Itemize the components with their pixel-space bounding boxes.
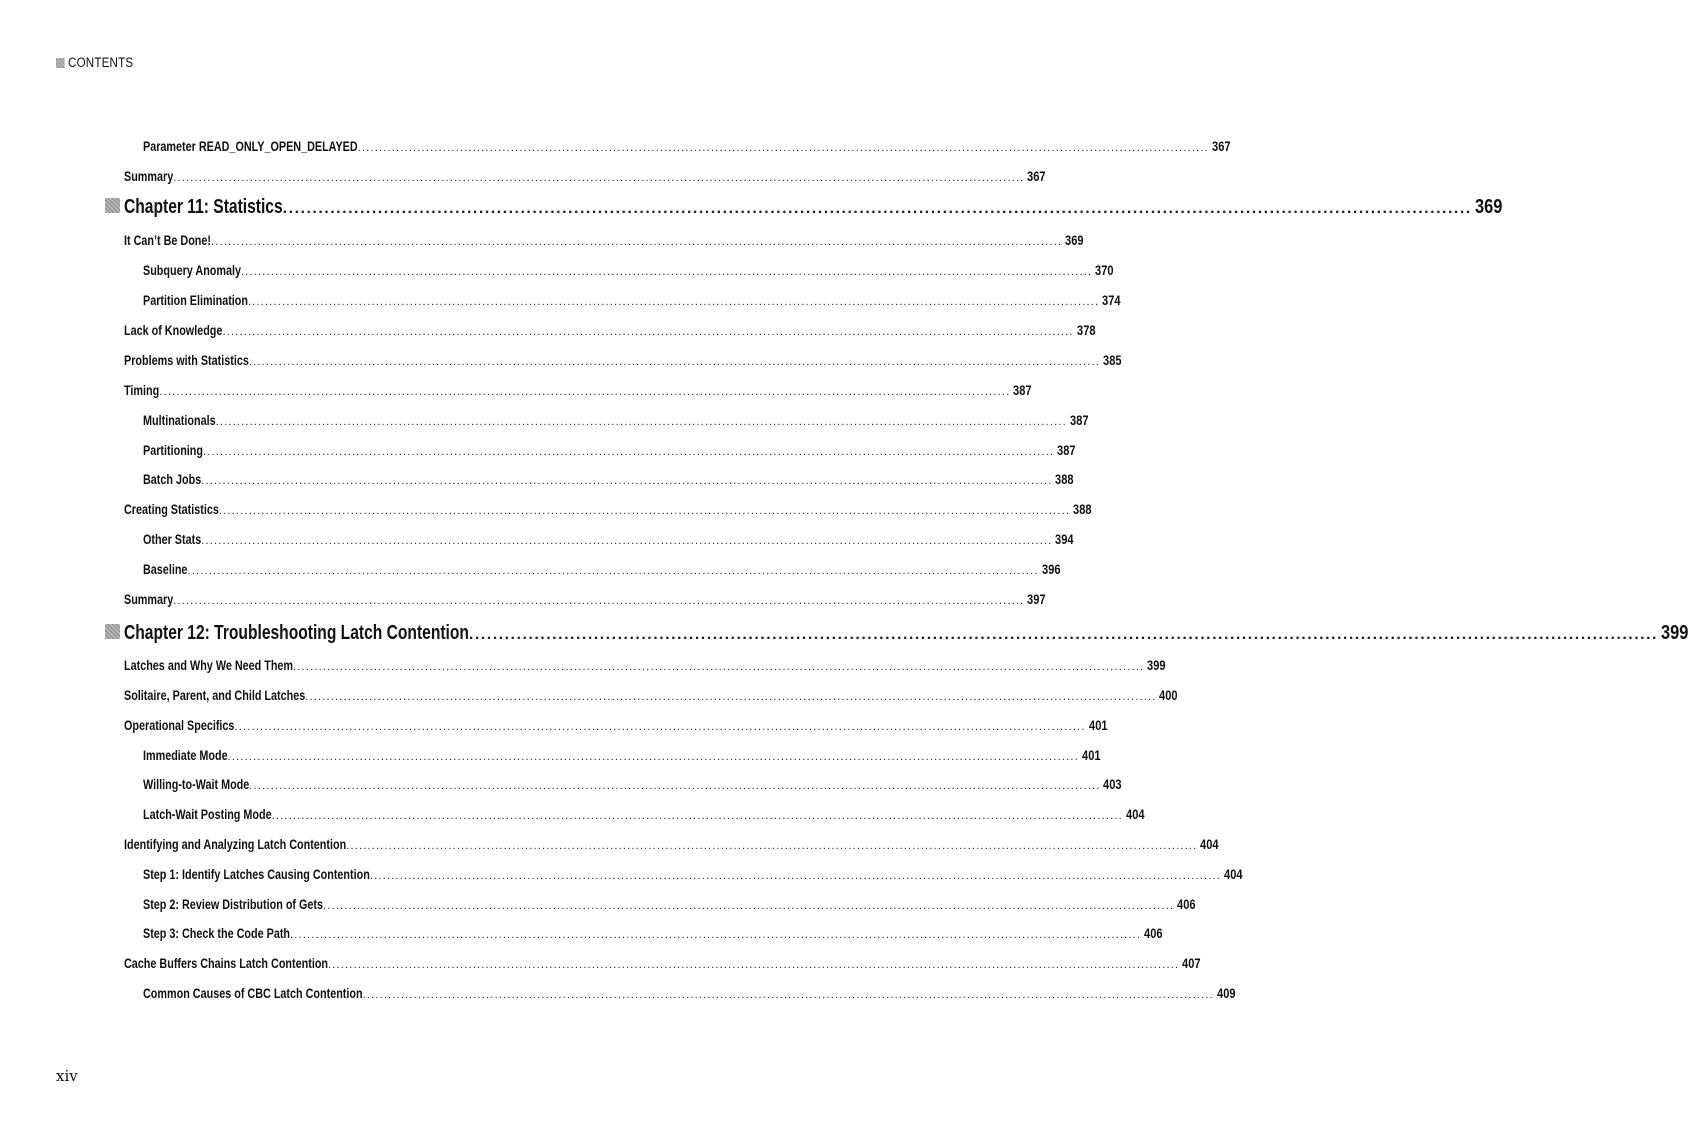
toc-entry-title-wrap	[124, 717, 234, 735]
toc-entry-page: 370	[1095, 263, 1114, 278]
toc-entry-title-wrap	[143, 925, 290, 943]
toc-leader-dots: ........................................................................................................................................................................................................	[305, 691, 1157, 703]
toc-leader-dots: ........................................................................................................................................................................................................	[282, 200, 1472, 217]
toc-entry-title-wrap	[124, 955, 328, 973]
toc-entry-title-wrap	[143, 776, 249, 794]
toc-entry-page: 367	[1027, 169, 1046, 184]
page-number: xiv	[56, 1067, 78, 1085]
toc-entry-page: 406	[1144, 926, 1163, 941]
toc-entry[interactable]	[143, 262, 1114, 280]
toc-entry[interactable]	[124, 352, 1122, 370]
toc-entry[interactable]	[143, 866, 1243, 884]
toc-leader-dots: ........................................................................................................................................................................................................	[159, 386, 1011, 398]
toc-chapter-entry[interactable]	[105, 195, 1503, 219]
toc-leader-dots: ........................................................................................................................................................................................................	[227, 751, 1079, 763]
toc-leader-dots: ........................................................................................................................................................................................................	[234, 721, 1086, 733]
toc-entry-page: 406	[1177, 897, 1196, 912]
toc-entry[interactable]	[143, 531, 1074, 549]
toc-entry-page: 397	[1027, 592, 1046, 607]
toc-leader-dots: ........................................................................................................................................................................................................	[323, 900, 1175, 912]
toc-entry[interactable]	[124, 322, 1096, 340]
toc-entry-title-wrap	[143, 412, 216, 430]
toc-entry[interactable]	[124, 232, 1084, 250]
toc-entry-title-wrap	[124, 232, 211, 250]
toc-entry-page: 369	[1065, 233, 1084, 248]
toc-entry[interactable]	[143, 471, 1074, 489]
toc-entry[interactable]	[124, 168, 1046, 186]
running-header	[56, 55, 133, 70]
toc-leader-dots: ........................................................................................................................................................................................................	[362, 989, 1214, 1001]
toc-entry-title-wrap	[124, 322, 222, 340]
toc-chapter-entry[interactable]	[105, 621, 1688, 645]
toc-entry-title-wrap	[124, 687, 305, 705]
square-bullet-icon	[56, 58, 65, 68]
toc-leader-dots: ........................................................................................................................................................................................................	[328, 959, 1180, 971]
toc-entry-page: 387	[1013, 383, 1032, 398]
toc-entry[interactable]	[143, 896, 1196, 914]
toc-entry-title: Step 2: Review Distribution of Gets	[143, 897, 324, 912]
toc-entry-page: 388	[1073, 502, 1092, 517]
toc-entry[interactable]	[124, 836, 1219, 854]
toc-entry[interactable]	[124, 591, 1046, 609]
square-bullet-icon	[105, 198, 120, 213]
toc-leader-dots: ........................................................................................................................................................................................................	[468, 626, 1658, 643]
toc-entry-page: 394	[1055, 532, 1074, 547]
toc-entry-title-wrap	[124, 657, 293, 675]
toc-entry-title: Operational Specifics	[124, 718, 235, 733]
toc-entry-page: 403	[1103, 777, 1123, 792]
toc-leader-dots: ........................................................................................................................................................................................................	[222, 326, 1074, 338]
toc-entry-title: Chapter 11: Statistics	[124, 196, 283, 218]
toc-entry-page: 378	[1076, 323, 1096, 338]
toc-entry-page: 385	[1103, 353, 1122, 368]
toc-entry[interactable]	[124, 382, 1032, 400]
toc-entry-title: Chapter 12: Troubleshooting Latch Contention	[124, 622, 469, 644]
toc-entry[interactable]	[143, 925, 1163, 943]
toc-leader-dots: ........................................................................................................................................................................................................	[357, 142, 1209, 154]
toc-entry-title-wrap	[143, 292, 248, 310]
toc-entry-title: Creating Statistics	[124, 502, 219, 517]
toc-leader-dots: ........................................................................................................................................................................................................	[290, 929, 1142, 941]
toc-entry-page: 404	[1224, 867, 1243, 882]
toc-entry-title: Identifying and Analyzing Latch Contention	[124, 837, 347, 852]
toc-leader-dots: ........................................................................................................................................................................................................	[271, 810, 1123, 822]
toc-entry[interactable]	[124, 717, 1108, 735]
toc-entry[interactable]	[143, 806, 1145, 824]
toc-entry-title: Parameter READ_ONLY_OPEN_DELAYED	[143, 139, 358, 154]
toc-entry-title: Latches and Why We Need Them	[124, 658, 294, 673]
toc-entry-page: 387	[1057, 443, 1076, 458]
toc-entry-title: Step 3: Check the Code Path	[143, 926, 291, 941]
toc-entry-page: 367	[1211, 139, 1231, 154]
toc-entry-title-wrap	[124, 382, 159, 400]
toc-entry-page: 401	[1081, 748, 1101, 763]
toc-entry-page: 387	[1069, 413, 1089, 428]
toc-entry-title: Willing-to-Wait Mode	[143, 777, 250, 792]
toc-entry-page: 404	[1200, 837, 1219, 852]
toc-entry-page: 409	[1216, 986, 1236, 1001]
toc-entry-title: It Can’t Be Done!	[124, 233, 212, 248]
toc-leader-dots: ........................................................................................................................................................................................................	[218, 505, 1071, 517]
toc-entry[interactable]	[143, 412, 1089, 430]
square-bullet-icon	[105, 624, 120, 639]
toc-entry[interactable]	[124, 955, 1201, 973]
toc-entry-title: Other Stats	[143, 532, 202, 547]
toc-entry[interactable]	[143, 442, 1076, 460]
toc-entry-title-wrap	[124, 501, 219, 519]
toc-entry-title: Baseline	[143, 562, 188, 577]
toc-entry-page: 388	[1055, 472, 1074, 487]
toc-leader-dots: ........................................................................................................................................................................................................	[187, 565, 1039, 577]
toc-entry-page: 407	[1182, 956, 1201, 971]
toc-entry-title-wrap	[143, 531, 201, 549]
toc-entry[interactable]	[143, 292, 1121, 310]
toc-entry-title: Latch-Wait Posting Mode	[143, 807, 272, 822]
toc-leader-dots: ........................................................................................................................................................................................................	[173, 172, 1025, 184]
toc-entry-title-wrap	[143, 442, 203, 460]
toc-entry-title: Immediate Mode	[143, 748, 228, 763]
toc-entry[interactable]	[124, 501, 1092, 519]
toc-entry-page: 369	[1474, 196, 1503, 218]
toc-entry-title: Cache Buffers Chains Latch Contention	[124, 956, 329, 971]
toc-entry-page: 396	[1041, 562, 1061, 577]
toc-entry-page: 399	[1661, 622, 1688, 644]
toc-leader-dots: ........................................................................................................................................................................................................	[201, 535, 1053, 547]
toc-leader-dots: ........................................................................................................................................................................................................	[248, 356, 1101, 368]
toc-entry[interactable]	[143, 776, 1123, 794]
toc-entry[interactable]	[143, 747, 1101, 765]
toc-entry[interactable]	[143, 985, 1236, 1003]
toc-entry-title-wrap	[143, 985, 363, 1003]
toc-entry-title-wrap	[143, 747, 228, 765]
toc-entry-title-wrap	[124, 168, 173, 186]
toc-leader-dots: ........................................................................................................................................................................................................	[201, 475, 1053, 487]
toc-entry-title: Summary	[124, 592, 174, 607]
toc-entry[interactable]	[143, 561, 1061, 579]
toc-entry-title-wrap	[143, 471, 201, 489]
toc-entry-page: 404	[1125, 807, 1145, 822]
toc-entry-title: Problems with Statistics	[124, 353, 249, 368]
toc-leader-dots: ........................................................................................................................................................................................................	[293, 661, 1145, 673]
toc-entry-title-wrap	[124, 836, 346, 854]
toc-entry-title: Lack of Knowledge	[124, 323, 223, 338]
toc-leader-dots: ........................................................................................................................................................................................................	[211, 236, 1063, 248]
toc-entry-title-wrap	[143, 806, 272, 824]
toc-entry-title-wrap	[143, 138, 358, 156]
toc-entry[interactable]	[143, 138, 1231, 156]
toc-entry-title: Common Causes of CBC Latch Contention	[143, 986, 363, 1001]
toc-leader-dots: ........................................................................................................................................................................................................	[241, 266, 1093, 278]
toc-leader-dots: ........................................................................................................................................................................................................	[346, 840, 1198, 852]
toc-entry-title-wrap	[105, 621, 469, 645]
toc-entry-title: Partition Elimination	[143, 293, 249, 308]
toc-entry[interactable]	[124, 687, 1178, 705]
toc-entry[interactable]	[124, 657, 1166, 675]
toc-leader-dots: ........................................................................................................................................................................................................	[173, 595, 1025, 607]
toc-leader-dots: ........................................................................................................................................................................................................	[203, 446, 1055, 458]
toc-entry-title: Step 1: Identify Latches Causing Contention	[143, 867, 370, 882]
toc-entry-title: Batch Jobs	[143, 472, 202, 487]
toc-entry-title-wrap	[143, 561, 187, 579]
toc-entry-title: Partitioning	[143, 443, 203, 458]
toc-entry-title: Summary	[124, 169, 174, 184]
toc-entry-title-wrap	[143, 262, 241, 280]
toc-leader-dots: ........................................................................................................................................................................................................	[248, 296, 1100, 308]
header-label: CONTENTS	[68, 55, 134, 70]
toc-entry-page: 401	[1088, 718, 1108, 733]
toc-entry-title: Multinationals	[143, 413, 216, 428]
toc-entry-title: Solitaire, Parent, and Child Latches	[124, 688, 306, 703]
toc-entry-title: Timing	[124, 383, 160, 398]
toc-leader-dots: ........................................................................................................................................................................................................	[215, 416, 1067, 428]
toc-entry-page: 400	[1159, 688, 1178, 703]
toc-entry-title-wrap	[105, 195, 283, 219]
toc-entry-title-wrap	[143, 896, 323, 914]
toc-entry-page: 399	[1147, 658, 1166, 673]
toc-entry-title: Subquery Anomaly	[143, 263, 242, 278]
toc-leader-dots: ........................................................................................................................................................................................................	[249, 780, 1101, 792]
toc-entry-title-wrap	[124, 591, 173, 609]
toc-entry-page: 374	[1102, 293, 1121, 308]
toc-leader-dots: ........................................................................................................................................................................................................	[369, 870, 1222, 882]
toc-entry-title-wrap	[143, 866, 370, 884]
toc-entry-title-wrap	[124, 352, 249, 370]
